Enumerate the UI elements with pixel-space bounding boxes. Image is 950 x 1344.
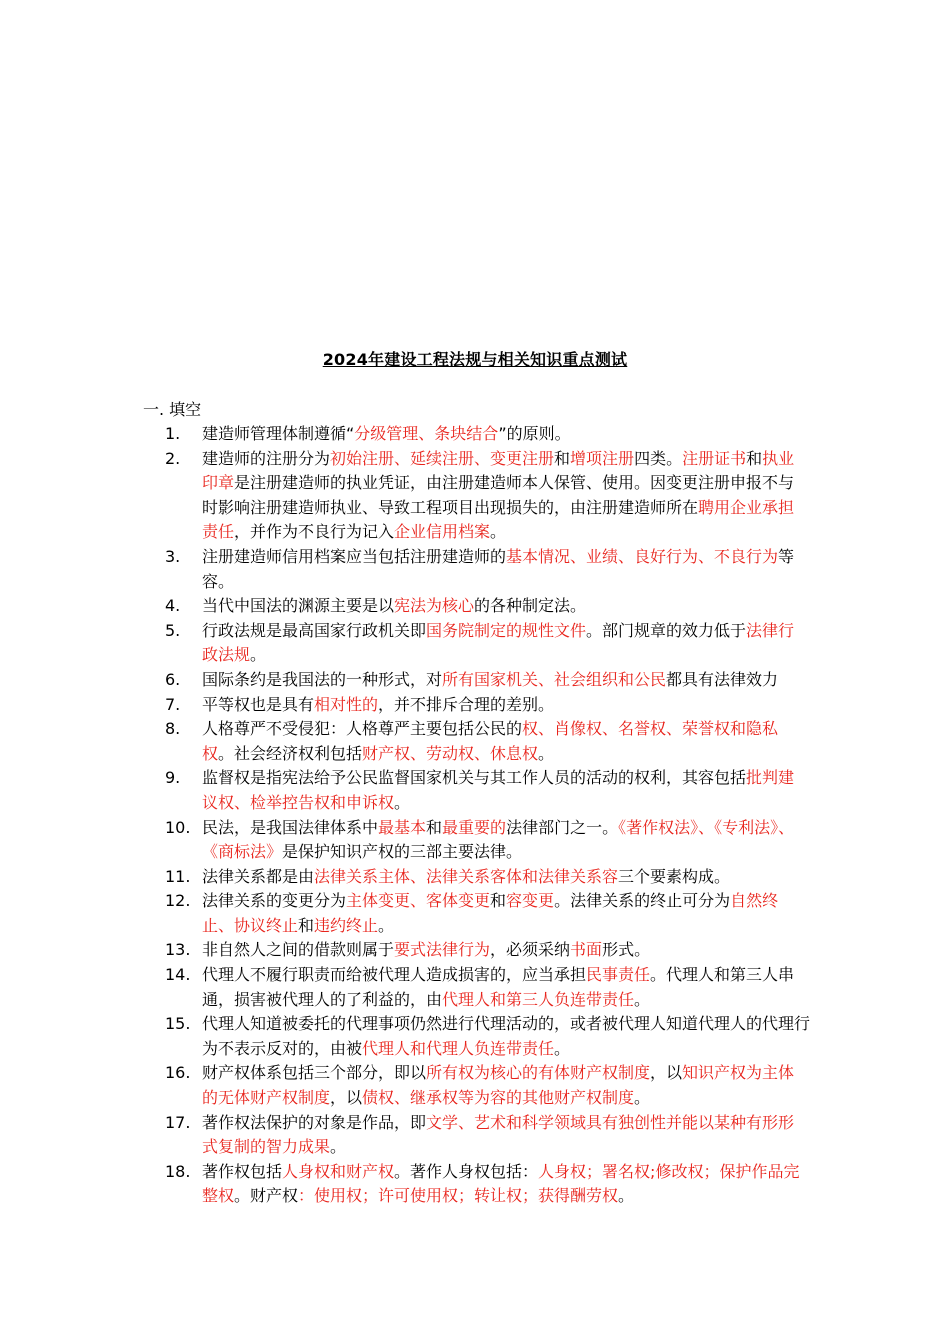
item-number: 4. xyxy=(165,596,181,616)
item-text xyxy=(202,889,810,938)
list-item xyxy=(165,619,810,668)
list-item xyxy=(165,447,810,545)
list-item xyxy=(165,865,810,890)
list-item xyxy=(165,1061,810,1110)
item-text xyxy=(202,619,810,668)
item-text xyxy=(202,865,810,890)
item-text-segment: ，并作为不良行为记入 xyxy=(234,522,395,542)
item-text-segment: 。 xyxy=(250,645,267,665)
item-text-segment: 著作权法保护的对象是作品，即 xyxy=(202,1112,427,1132)
item-text-segment: 等容。 xyxy=(202,546,795,591)
item-number: 10. xyxy=(165,817,191,837)
list-item xyxy=(165,1111,810,1160)
answer-highlight: 《著作权法》、《专利法》、《商标法》 xyxy=(202,817,795,862)
item-number: 18. xyxy=(165,1161,191,1181)
item-text-segment: 和 xyxy=(298,915,315,935)
item-number: 9. xyxy=(165,768,181,788)
item-text-segment: 。代理人和第三人串通，损害被代理人的了利益的，由 xyxy=(202,965,795,1009)
answer-highlight: 书面 xyxy=(570,940,603,960)
answer-highlight: 自然终止、协议终止 xyxy=(202,891,779,935)
item-number: 1. xyxy=(165,424,181,443)
item-text-segment: 的各种制定法。 xyxy=(474,596,587,616)
answer-highlight: 宪法为核心 xyxy=(394,596,475,616)
answer-highlight: 分级管理、条块结合 xyxy=(354,424,499,443)
item-text-segment: 当代中国法的渊源主要是以 xyxy=(202,596,395,616)
answer-highlight: 代理人和代理人负连带责任 xyxy=(362,1038,555,1058)
item-text xyxy=(202,938,810,963)
answer-highlight: 所有国家机关、社会组织和公民 xyxy=(442,669,667,689)
item-text xyxy=(202,545,810,594)
answer-highlight: ：使用权；许可使用权；转让权；获得酬劳权 xyxy=(298,1186,619,1206)
list-item xyxy=(165,816,810,865)
answer-highlight: 注册证书 xyxy=(682,448,747,468)
item-number: 13. xyxy=(165,940,191,960)
item-text xyxy=(202,1160,810,1209)
item-text-segment: 法律关系的变更分为 xyxy=(202,891,347,911)
answer-highlight: 文学、艺术和科学领域具有独创性并能以某种有形形式复制的智力成果 xyxy=(202,1112,795,1157)
answer-highlight: 批判建议权、检举控告权和申诉权 xyxy=(202,768,795,812)
item-text-segment: 。财产权 xyxy=(234,1186,299,1206)
item-text-segment: 。社会经济权利包括 xyxy=(218,743,363,763)
item-text-segment: 。部门规章的效力低于 xyxy=(586,620,747,640)
item-text-segment: 国际条约是我国法的一种形式，对 xyxy=(202,669,443,689)
item-text-segment: 。著作人身权包括： xyxy=(394,1161,539,1181)
item-text-segment: 四类。 xyxy=(634,448,683,468)
item-text-segment: 。 xyxy=(538,743,555,763)
answer-highlight: 法律行政法规 xyxy=(202,620,795,665)
page-title: 2024年建设工程法规与相关知识重点测试 xyxy=(322,350,628,369)
question-list xyxy=(165,422,810,1209)
item-text-segment: 和 xyxy=(426,817,443,837)
item-text-segment: 非自然人之间的借款则属于 xyxy=(202,940,395,960)
item-text xyxy=(202,422,810,447)
item-text-segment: ，以 xyxy=(330,1088,363,1108)
item-text-segment: 。 xyxy=(330,1137,347,1157)
item-text xyxy=(202,447,810,545)
item-text xyxy=(202,766,810,815)
item-text xyxy=(202,594,810,619)
answer-highlight: 最重要的 xyxy=(442,817,507,837)
item-number: 5. xyxy=(165,620,181,640)
item-text-segment: 。 xyxy=(490,522,507,542)
item-text-segment: 和 xyxy=(490,891,507,911)
item-text xyxy=(202,1061,810,1110)
list-item xyxy=(165,1160,810,1209)
list-item xyxy=(165,938,810,963)
item-text-segment: 和 xyxy=(746,448,763,468)
item-number: 3. xyxy=(165,546,181,566)
item-text xyxy=(202,963,810,1012)
item-text-segment: 。 xyxy=(378,915,395,935)
item-text xyxy=(202,693,810,718)
answer-highlight: 债权、继承权等为容的其他财产权制度 xyxy=(362,1088,635,1108)
list-item xyxy=(165,766,810,815)
item-text xyxy=(202,668,810,693)
answer-highlight: 执业印章 xyxy=(202,448,795,493)
list-item xyxy=(165,594,810,619)
answer-highlight: 基本情况、业绩、良好行为、不良行为 xyxy=(506,546,779,566)
item-text-segment: 注册建造师信用档案应当包括注册建造师的 xyxy=(202,546,507,566)
list-item xyxy=(165,668,810,693)
item-text-segment: 代理人不履行职责而给被代理人造成损害的，应当承担 xyxy=(202,965,587,985)
item-text-segment: 著作权包括 xyxy=(202,1161,283,1181)
answer-highlight: 相对性的 xyxy=(314,694,379,714)
item-text-segment: 和 xyxy=(554,448,571,468)
item-text-segment: ，以 xyxy=(650,1063,683,1083)
section-heading: 一. 填空 xyxy=(143,400,202,419)
answer-highlight: 要式法律行为 xyxy=(394,940,491,960)
item-text-segment: 三个要素构成。 xyxy=(618,866,731,886)
answer-highlight: 人身权；署名权;修改权；保护作品完整权 xyxy=(202,1161,800,1206)
list-item xyxy=(165,717,810,766)
item-text-segment: ，并不排斥合理的差别。 xyxy=(378,694,555,714)
item-text-segment: 。 xyxy=(634,989,651,1009)
answer-highlight: 聘用企业承担责任 xyxy=(202,497,795,542)
list-item xyxy=(165,1012,810,1061)
answer-highlight: 违约终止 xyxy=(314,915,379,935)
list-item xyxy=(165,693,810,718)
item-number: 17. xyxy=(165,1112,191,1132)
answer-highlight: 法律关系主体、法律关系客体和法律关系容 xyxy=(314,866,619,886)
answer-highlight: 代理人和第三人负连带责任 xyxy=(442,989,635,1009)
item-number: 11. xyxy=(165,866,191,886)
item-text-segment: 。 xyxy=(618,1186,635,1206)
item-text xyxy=(202,816,810,865)
answer-highlight: 最基本 xyxy=(378,817,427,837)
item-text-segment: 民法，是我国法律体系中 xyxy=(202,817,379,837)
item-text-segment: 人格尊严不受侵犯：人格尊严主要包括公民的 xyxy=(202,719,523,739)
item-number: 6. xyxy=(165,669,181,689)
list-item xyxy=(165,545,810,594)
item-text-segment: 监督权是指宪法给予公民监督国家机关与其工作人员的活动的权利，其容包括 xyxy=(202,768,747,788)
answer-highlight: 容变更 xyxy=(506,891,555,911)
item-number: 2. xyxy=(165,448,181,468)
answer-highlight: 企业信用档案 xyxy=(394,522,491,542)
list-item xyxy=(165,422,810,447)
item-number: 8. xyxy=(165,719,181,739)
item-text-segment: 法律关系都是由 xyxy=(202,866,315,886)
answer-highlight: 财产权、劳动权、休息权 xyxy=(362,743,539,763)
item-number: 15. xyxy=(165,1014,191,1034)
item-text-segment: 都具有法律效力 xyxy=(666,669,779,689)
item-text-segment: 行政法规是最高国家行政机关即 xyxy=(202,620,427,640)
item-text-segment: 。 xyxy=(554,1038,571,1058)
item-number: 16. xyxy=(165,1063,191,1083)
item-text-segment: 。 xyxy=(634,1088,651,1108)
item-number: 12. xyxy=(165,891,191,911)
item-text xyxy=(202,717,810,766)
answer-highlight: 民事责任 xyxy=(586,965,651,985)
item-text-segment: 是注册建造师的执业凭证，由注册建造师本人保管、使用。因变更注册申报不与时影响注册建造师执业、导致工程项目出现损失的，由注册建造师所在 xyxy=(202,473,795,517)
item-text-segment: 是保护知识产权的三部主要法律。 xyxy=(282,842,523,862)
item-text xyxy=(202,1111,810,1160)
item-text-segment: ”的原则。 xyxy=(498,424,571,443)
item-text xyxy=(202,1012,810,1061)
answer-highlight: 人身权和财产权 xyxy=(282,1161,395,1181)
list-item xyxy=(165,889,810,938)
item-text-segment: 。 xyxy=(394,792,411,812)
list-item xyxy=(165,963,810,1012)
item-text-segment: ，必须采纳 xyxy=(490,940,571,960)
answer-highlight: 增项注册 xyxy=(570,448,635,468)
item-text-segment: 财产权体系包括三个部分，即以 xyxy=(202,1063,427,1083)
answer-highlight: 所有权为核心的有体财产权制度 xyxy=(426,1063,651,1083)
item-number: 14. xyxy=(165,965,191,985)
answer-highlight: 国务院制定的规性文件 xyxy=(426,620,587,640)
item-text-segment: 建造师的注册分为 xyxy=(202,448,331,468)
item-text-segment: 。法律关系的终止可分为 xyxy=(554,891,731,911)
answer-highlight: 权、肖像权、名誉权、荣誉权和隐私权 xyxy=(202,719,779,763)
answer-highlight: 主体变更、客体变更 xyxy=(346,891,491,911)
item-text-segment: 代理人知道被委托的代理事项仍然进行代理活动的，或者被代理人知道代理人的代理行为不表示反对的，由被 xyxy=(202,1014,811,1058)
answer-highlight: 初始注册、延续注册、变更注册 xyxy=(330,448,555,468)
item-text-segment: 建造师管理体制遵循“ xyxy=(202,424,355,443)
answer-highlight: 知识产权为主体的无体财产权制度 xyxy=(202,1063,795,1108)
item-text-segment: 法律部门之一。 xyxy=(506,817,619,837)
item-text-segment: 形式。 xyxy=(602,940,651,960)
item-text-segment: 平等权也是具有 xyxy=(202,694,315,714)
item-number: 7. xyxy=(165,694,181,714)
